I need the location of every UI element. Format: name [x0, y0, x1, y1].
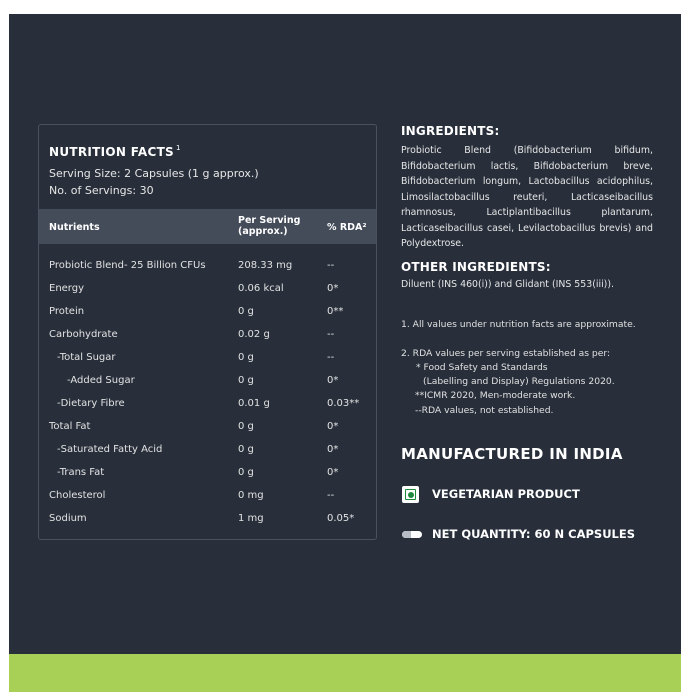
nutrient-name: Probiotic Blend- 25 Billion CFUs [49, 260, 206, 271]
table-row [39, 352, 376, 372]
nutrient-name: Energy [49, 283, 85, 294]
nutrient-value: 0.06 kcal [238, 283, 284, 294]
note-2: 2. RDA values per serving established as per: [401, 348, 611, 359]
nutrient-value: 0 g [238, 375, 254, 386]
header-per-serving: Per Serving [238, 215, 301, 226]
table-row [39, 444, 376, 464]
nutrient-value: 0 g [238, 306, 254, 317]
table-row [39, 513, 376, 533]
nutrient-rda: 0* [327, 375, 339, 386]
veg-mark-icon [402, 486, 419, 503]
serving-size: Serving Size: 2 Capsules (1 g approx.) [49, 167, 259, 180]
nutrient-rda: 0* [327, 283, 339, 294]
nutrient-rda: -- [327, 352, 335, 363]
nutrient-value: 0.01 g [238, 398, 270, 409]
table-row [39, 467, 376, 487]
table-row [39, 260, 376, 280]
table-row [39, 421, 376, 441]
note-2d: --RDA values, not established. [415, 405, 554, 416]
net-quantity: NET QUANTITY: 60 N CAPSULES [432, 527, 636, 541]
nutrition-facts-box [38, 124, 377, 540]
nutrient-value: 1 mg [238, 513, 264, 524]
nutrient-name: -Trans Fat [57, 467, 105, 478]
table-row [39, 398, 376, 418]
nutrient-rda: 0* [327, 467, 339, 478]
nutrient-value: 0.02 g [238, 329, 270, 340]
header-per-serving-approx: (approx.) [238, 226, 288, 237]
note-1: 1. All values under nutrition facts are approximate. [401, 319, 636, 330]
ingredients-title: INGREDIENTS: [401, 124, 500, 138]
nutrient-rda: 0* [327, 421, 339, 432]
note-2c: **ICMR 2020, Men-moderate work. [415, 390, 576, 401]
nutrient-name: Carbohydrate [49, 329, 118, 340]
nutrient-value: 0 g [238, 421, 254, 432]
nutrient-rda: 0.03** [327, 398, 360, 409]
nutrient-rda: -- [327, 329, 335, 340]
nutrient-value: 0 g [238, 467, 254, 478]
nutrient-value: 0 mg [238, 490, 264, 501]
table-row [39, 329, 376, 349]
note-2a: * Food Safety and Standards [416, 362, 548, 373]
nutrient-name: -Dietary Fibre [57, 398, 125, 409]
header-nutrients: Nutrients [49, 222, 100, 233]
nutrient-name: -Saturated Fatty Acid [57, 444, 163, 455]
other-ingredients-title: OTHER INGREDIENTS: [401, 260, 551, 274]
servings-count: No. of Servings: 30 [49, 184, 154, 197]
nutrient-rda: 0* [327, 444, 339, 455]
table-row [39, 375, 376, 395]
other-ingredients-text: Diluent (INS 460(i)) and Glidant (INS 553(iii)). [401, 279, 614, 290]
nutrient-rda: 0.05* [327, 513, 355, 524]
title-footnote-mark: 1 [176, 144, 181, 152]
header-rda: % RDA² [327, 222, 367, 233]
accent-bar [9, 654, 681, 692]
nutrient-rda: -- [327, 490, 335, 501]
nutrient-name: Cholesterol [49, 490, 106, 501]
nutrition-facts-title: NUTRITION FACTS $^1$ [49, 144, 181, 159]
nutrient-name: Sodium [49, 513, 87, 524]
nutrient-value: 0 g [238, 444, 254, 455]
nutrient-name: -Added Sugar [67, 375, 135, 386]
capsule-icon [402, 531, 422, 538]
vegetarian-product: VEGETARIAN PRODUCT [432, 487, 580, 501]
nutrition-table-header [39, 209, 376, 244]
nutrient-name: -Total Sugar [57, 352, 116, 363]
manufactured-in-india: MANUFACTURED IN INDIA [401, 445, 623, 463]
nutrient-name: Protein [49, 306, 85, 317]
nutrient-value: 0 g [238, 352, 254, 363]
nutrient-name: Total Fat [49, 421, 91, 432]
table-row [39, 306, 376, 326]
table-row [39, 283, 376, 303]
nutrient-rda: 0** [327, 306, 344, 317]
nutrient-rda: -- [327, 260, 335, 271]
nutrient-value: 208.33 mg [238, 260, 293, 271]
table-row [39, 490, 376, 510]
note-2b: (Labelling and Display) Regulations 2020. [423, 376, 615, 387]
ingredients-text: Probiotic Blend (Bifidobacterium bifidum, Bifidobacterium lactis, Bifidobacterium breve, Bifidobacterium longum, Lactobacillus acidophilus, Limosilactobacillus reuteri, Lacticaseibacillus rhamnosus, Lactiplantibacillus plantarum, Lacticaseibacillus casei, Levilactobacillus brevis) and Polydextrose. [401, 145, 653, 249]
